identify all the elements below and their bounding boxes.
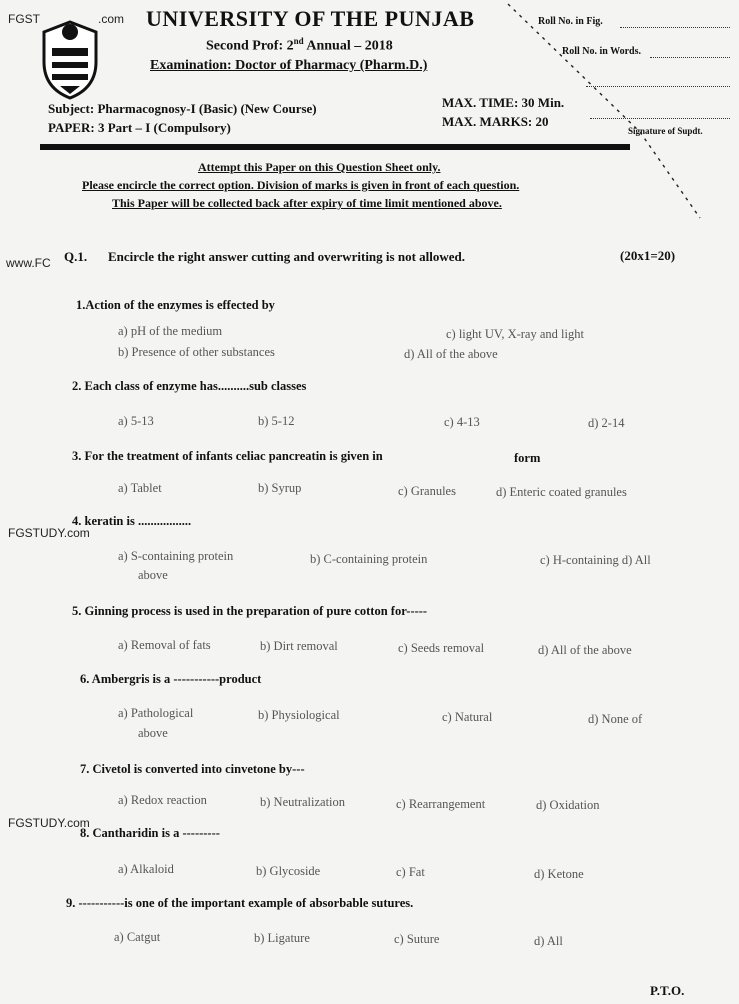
- max-time: MAX. TIME: 30 Min.: [442, 95, 565, 110]
- q3-option-d[interactable]: d) Enteric coated granules: [496, 485, 627, 499]
- q8-option-d[interactable]: d) Ketone: [534, 867, 584, 881]
- question-3-form: form: [514, 451, 541, 465]
- q5-option-d[interactable]: d) All of the above: [538, 643, 632, 657]
- q6-option-c[interactable]: c) Natural: [442, 710, 493, 724]
- q5-option-a[interactable]: a) Removal of fats: [118, 638, 211, 652]
- q9-option-c[interactable]: c) Suture: [394, 932, 440, 946]
- q2-option-d[interactable]: d) 2-14: [588, 416, 625, 430]
- q7-option-d[interactable]: d) Oxidation: [536, 798, 600, 812]
- q7-option-a[interactable]: a) Redox reaction: [118, 793, 207, 807]
- question-6: 6. Ambergris is a -----------product: [80, 672, 262, 686]
- roll-no-words-label: Roll No. in Words.: [562, 46, 641, 57]
- question-1: 1.Action of the enzymes is effected by: [76, 298, 275, 312]
- q6-option-d[interactable]: d) None of: [588, 712, 643, 726]
- university-seal-icon: [36, 18, 104, 100]
- q9-option-b[interactable]: b) Ligature: [254, 931, 310, 945]
- watermark-top-com: .com: [98, 12, 125, 26]
- roll-no-fig-label: Roll No. in Fig.: [538, 16, 603, 27]
- signature-label: Signature of Supdt.: [628, 126, 703, 136]
- q6-option-a[interactable]: a) Pathological: [118, 706, 194, 720]
- question-3: 3. For the treatment of infants celiac pancreatin is given in: [72, 449, 383, 463]
- q8-option-c[interactable]: c) Fat: [396, 865, 425, 879]
- q1-option-b[interactable]: b) Presence of other substances: [118, 345, 275, 359]
- q6-option-b[interactable]: b) Physiological: [258, 708, 340, 722]
- q2-option-c[interactable]: c) 4-13: [444, 415, 480, 429]
- question-2: 2. Each class of enzyme has..........sub classes: [72, 379, 307, 393]
- q4-option-a[interactable]: a) S-containing protein: [118, 549, 234, 563]
- watermark-side: www.FC: [6, 256, 51, 270]
- q1-marks: (20x1=20): [620, 248, 676, 263]
- question-7: 7. Civetol is converted into cinvetone by---: [80, 762, 305, 776]
- watermark-low: FGSTUDY.com: [8, 816, 90, 830]
- q4-option-b[interactable]: b) C-containing protein: [310, 552, 428, 566]
- subject-line: Subject: Pharmacognosy-I (Basic) (New Course): [48, 101, 317, 116]
- q1-instruction: Encircle the right answer cutting and overwriting is not allowed.: [108, 249, 466, 264]
- watermark-top: FGST: [8, 12, 40, 26]
- instruction-2: Please encircle the correct option. Division of marks is given in front of each question.: [82, 178, 520, 192]
- q8-option-a[interactable]: a) Alkaloid: [118, 862, 174, 876]
- q5-option-b[interactable]: b) Dirt removal: [260, 639, 338, 653]
- q1-label: Q.1.: [64, 249, 88, 264]
- question-8: 8. Cantharidin is a ---------: [80, 826, 220, 840]
- watermark-mid: FGSTUDY.com: [8, 526, 90, 540]
- q2-option-b[interactable]: b) 5-12: [258, 414, 295, 428]
- q2-option-a[interactable]: a) 5-13: [118, 414, 154, 428]
- q1-option-d[interactable]: d) All of the above: [404, 347, 498, 361]
- question-9: 9. -----------is one of the important example of absorbable sutures.: [66, 896, 414, 910]
- q8-option-b[interactable]: b) Glycoside: [256, 864, 321, 878]
- q3-option-a[interactable]: a) Tablet: [118, 481, 162, 495]
- question-5: 5. Ginning process is used in the preparation of pure cotton for-----: [72, 604, 428, 618]
- question-4: 4. keratin is .................: [72, 514, 192, 528]
- q9-option-a[interactable]: a) Catgut: [114, 930, 161, 944]
- instruction-1: Attempt this Paper on this Question Sheet only.: [198, 160, 441, 174]
- max-marks: MAX. MARKS: 20: [442, 114, 549, 129]
- q7-option-c[interactable]: c) Rearrangement: [396, 797, 486, 811]
- page-turn-over: P.T.O.: [650, 983, 685, 998]
- paper-line: PAPER: 3 Part – I (Compulsory): [48, 120, 231, 135]
- q1-option-a[interactable]: a) pH of the medium: [118, 324, 223, 338]
- q9-option-d[interactable]: d) All: [534, 934, 563, 948]
- q4-option-c[interactable]: c) H-containing d) All: [540, 553, 651, 567]
- q4-option-a-cont: above: [138, 568, 168, 582]
- exam-prof: Second Prof: 2nd Annual – 2018: [206, 36, 393, 54]
- exam-name: Examination: Doctor of Pharmacy (Pharm.D.): [150, 58, 428, 73]
- q7-option-b[interactable]: b) Neutralization: [260, 795, 346, 809]
- university-title: UNIVERSITY OF THE PUNJAB: [146, 6, 475, 31]
- instruction-3: This Paper will be collected back after expiry of time limit mentioned above.: [112, 196, 502, 210]
- header-rule: [40, 144, 630, 150]
- q5-option-c[interactable]: c) Seeds removal: [398, 641, 485, 655]
- q6-option-a-cont: above: [138, 726, 168, 740]
- q3-option-c[interactable]: c) Granules: [398, 484, 456, 498]
- q3-option-b[interactable]: b) Syrup: [258, 481, 302, 495]
- q1-option-c[interactable]: c) light UV, X-ray and light: [446, 327, 584, 341]
